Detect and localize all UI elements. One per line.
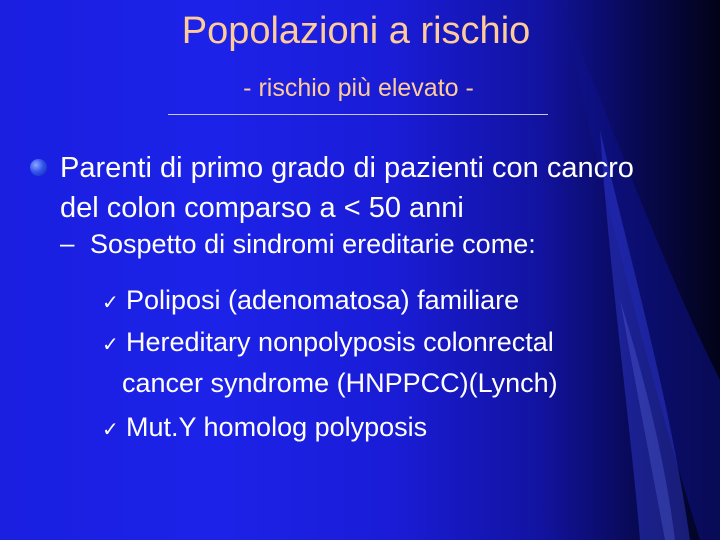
list-item-2-line-2: cancer syndrome (HNPPCC)(Lynch) (122, 368, 558, 398)
subbullet-text: Sospetto di sindromi ereditarie come: (90, 229, 536, 259)
list-item-1: Poliposi (adenomatosa) familiare (126, 285, 520, 315)
list-item-2-line-1: Hereditary nonpolyposis colonrectal (126, 327, 554, 357)
check-icon: ✓ (102, 334, 119, 356)
bullet-line-2: del colon comparso a < 50 anni (60, 192, 464, 224)
dash-marker: – (60, 228, 75, 258)
bullet-line-1: Parenti di primo grado di pazienti con cancro (60, 152, 634, 184)
check-icon: ✓ (102, 292, 119, 314)
list-item-3: Mut.Y homolog polyposis (126, 412, 428, 442)
bullet-dot-icon (30, 159, 47, 176)
check-icon: ✓ (102, 419, 119, 441)
slide-title-text: Popolazioni a rischio (181, 10, 531, 52)
slide-subtitle-text: - rischio più elevato - (243, 74, 474, 102)
